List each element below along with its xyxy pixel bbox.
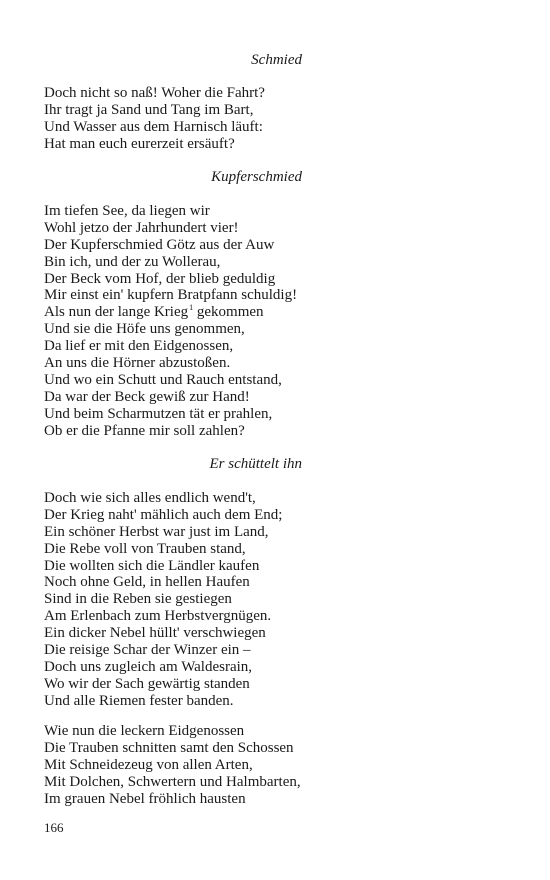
footnote-marker: 1 [189, 303, 194, 313]
verse-line: Ein dicker Nebel hüllt' verschwiegen [44, 625, 266, 642]
stanza-2 [44, 203, 297, 439]
verse-line: Der Krieg naht' mählich auch dem End; [44, 506, 283, 523]
stanza-1 [44, 85, 265, 153]
verse-text-continued: gekommen [193, 304, 264, 321]
verse-line: Mit Dolchen, Schwertern und Halmbarten, [44, 773, 301, 790]
verse-line: Die wollten sich die Ländler kaufen [44, 557, 260, 574]
verse-line: Am Erlenbach zum Herbstvergnügen. [44, 608, 272, 625]
verse-line: Da lief er mit den Eidgenossen, [44, 338, 234, 355]
verse-line: Mit Schneidezeug von allen Arten, [44, 756, 253, 773]
page-number: 166 [44, 820, 64, 835]
verse-line: Die reisige Schar der Winzer ein – [44, 642, 251, 659]
stanza-4 [44, 723, 301, 807]
verse-line: Ob er die Pfanne mir soll zahlen? [44, 422, 245, 439]
verse-line: Und alle Riemen fester banden. [44, 692, 234, 709]
stanza-3 [44, 490, 282, 710]
verse-line: Im grauen Nebel fröhlich hausten [44, 790, 246, 807]
verse-line: Und sie die Höfe uns genommen, [44, 321, 245, 338]
verse-line: Mir einst ein' kupfern Bratpfann schuldig! [44, 287, 298, 304]
verse-text: Als nun der lange Krieg [44, 304, 189, 321]
verse-line: Wo wir der Sach gewärtig standen [44, 675, 250, 692]
verse-line: Sind in die Reben sie gestiegen [44, 591, 232, 608]
verse-line: Noch ohne Geld, in hellen Haufen [44, 574, 250, 591]
verse-line: Ihr tragt ja Sand und Tang im Bart, [44, 101, 254, 118]
verse-line: An uns die Hörner abzustoßen. [44, 355, 231, 372]
verse-line: Die Rebe voll von Trauben stand, [44, 540, 246, 557]
verse-line: Ein schöner Herbst war just im Land, [44, 523, 269, 540]
verse-line: Der Kupferschmied Götz aus der Auw [44, 236, 275, 253]
verse-line: Und wo ein Schutt und Rauch entstand, [44, 371, 282, 388]
verse-line: Doch nicht so naß! Woher die Fahrt? [44, 85, 265, 101]
verse-line: Bin ich, und der zu Wollerau, [44, 253, 221, 270]
speaker-label-er-schuettelt-ihn: Er schüttelt ihn [209, 456, 302, 472]
verse-line: Wohl jetzo der Jahrhundert vier! [44, 219, 239, 236]
verse-line: Doch uns zugleich am Waldesrain, [44, 658, 253, 675]
verse-line-with-footnote [44, 304, 297, 321]
verse-line: Doch wie sich alles endlich wend't, [44, 490, 256, 506]
verse-line: Und Wasser aus dem Harnisch läuft: [44, 118, 263, 135]
speaker-label-schmied: Schmied [251, 52, 302, 68]
verse-line: Der Beck vom Hof, der blieb geduldig [44, 270, 276, 287]
verse-line: Wie nun die leckern Eidgenossen [44, 723, 245, 739]
verse-line: Im tiefen See, da liegen wir [44, 203, 210, 219]
verse-line: Die Trauben schnitten samt den Schossen [44, 739, 294, 756]
speaker-label-kupferschmied: Kupferschmied [211, 169, 302, 185]
verse-line: Und beim Scharmutzen tät er prahlen, [44, 405, 273, 422]
verse-line: Hat man euch eurerzeit ersäuft? [44, 135, 235, 152]
verse-line: Da war der Beck gewiß zur Hand! [44, 388, 250, 405]
